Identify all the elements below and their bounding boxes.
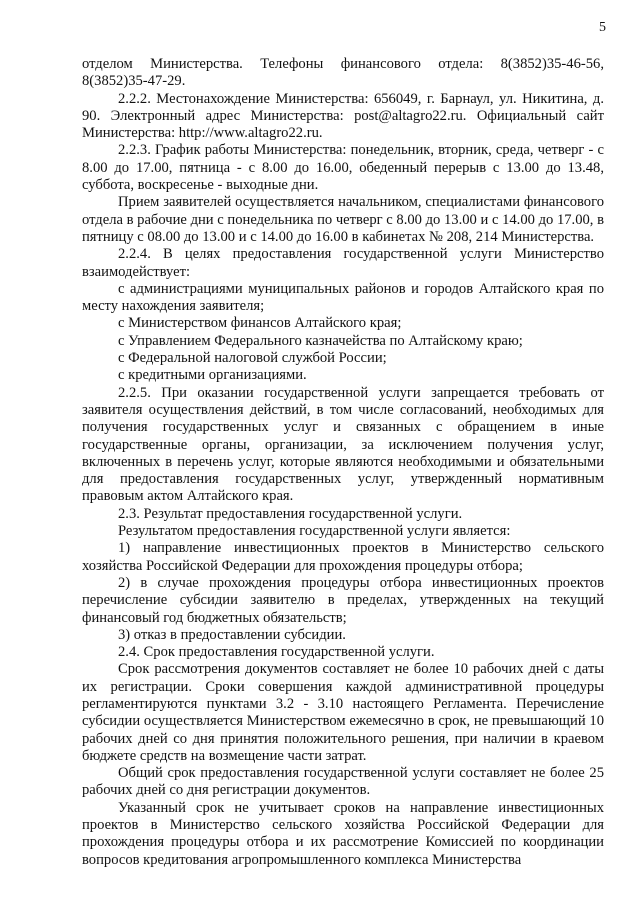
result-item-3: 3) отказ в предоставлении субсидии. (118, 626, 346, 643)
paragraph-2-2-5-prohibition: 2.2.5. При оказании государственной услуги запрещается требовать от заявителя осуществления действий, в том числе согласований, необходимых для получения государственных услуг и связанных с обращением в иные государственные органы, организации, за исключением получения услуг, включенных в перечень услуг, которые являются необходимыми и обязательными для предоставления государственных услуг, утвержденный нормативным правовым актом Алтайского края. (82, 384, 604, 505)
paragraph-2-2-3-schedule: 2.2.3. График работы Министерства: понедельник, вторник, среда, четверг - с 8.00 до 17.00, пятница - с 8.00 до 16.00, обеденный перерыв с 13.00 до 13.48, суббота, воскресенье - выходные дни. (82, 142, 604, 194)
paragraph-2-2-2-location: 2.2.2. Местонахождение Министерства: 656049, г. Барнаул, ул. Никитина, д. 90. Электронный адрес Министерства: post@altagro22.ru. Официальный сайт Министерства: http://www.altagro22.ru. (82, 90, 604, 142)
list-item-municipal-admins: с администрациями муниципальных районов и городов Алтайского края по месту нахождения заявителя; (82, 280, 604, 315)
paragraph-2-2-4-interaction: 2.2.4. В целях предоставления государственной услуги Министерство взаимодействует: (82, 246, 604, 280)
paragraph-total-period: Общий срок предоставления государственной услуги составляет не более 25 рабочих дней со дня регистрации документов. (82, 765, 604, 799)
paragraph-reception-hours: Прием заявителей осуществляется начальником, специалистами финансового отдела в рабочие дни с понедельника по четверг с 8.00 до 13.00 и с 14.00 до 17.00, в пятницу с 08.00 до 13.00 и с 14.00 до 16.00 в кабинетах № 208, 214 Министерства. (82, 194, 604, 245)
section-heading-2-3: 2.3. Результат предоставления государственной услуги. (118, 505, 463, 522)
list-item-tax-service: с Федеральной налоговой службой России; (118, 350, 387, 367)
list-item-credit-orgs: с кредитными организациями. (118, 367, 307, 384)
section-heading-2-4: 2.4. Срок предоставления государственной услуги. (118, 644, 435, 661)
result-item-1: 1) направление инвестиционных проектов в Министерство сельского хозяйства Российской Федерации для прохождения процедуры отбора; (82, 540, 604, 574)
document-body (82, 56, 604, 869)
paragraph-exclusions: Указанный срок не учитывает сроков на направление инвестиционных проектов в Министерство сельского хозяйства Российской Федерации для прохождения процедуры отбора и их рассмотрение Комиссией по координации вопросов кредитования агропромышленного комплекса Министерства (82, 799, 604, 868)
paragraph-result-intro: Результатом предоставления государственной услуги является: (118, 523, 511, 540)
paragraph-continuation: отделом Министерства. Телефоны финансового отдела: 8(3852)35-46-56, 8(3852)35-47-29. (82, 56, 604, 90)
page-number: 5 (599, 20, 606, 35)
list-item-treasury: с Управлением Федерального казначейства по Алтайскому краю; (118, 332, 523, 349)
paragraph-review-period: Срок рассмотрения документов составляет не более 10 рабочих дней с даты их регистрации. Сроки совершения каждой административной процедуры регламентируются пунктами 3.2 - 3.10 настоящего Регламента. Перечисление субсидии осуществляется Министерством ежемесячно в срок, не превышающий 10 рабочих дней со дня принятия положительного решения, при наличии в краевом бюджете средств на возмещение части затрат. (82, 661, 604, 764)
list-item-ministry-finance: с Министерством финансов Алтайского края; (118, 315, 402, 332)
result-item-2: 2) в случае прохождения процедуры отбора инвестиционных проектов перечисление субсидии заявителю в пределах, утвержденных на текущий финансовый год бюджетных обязательств; (82, 574, 604, 626)
